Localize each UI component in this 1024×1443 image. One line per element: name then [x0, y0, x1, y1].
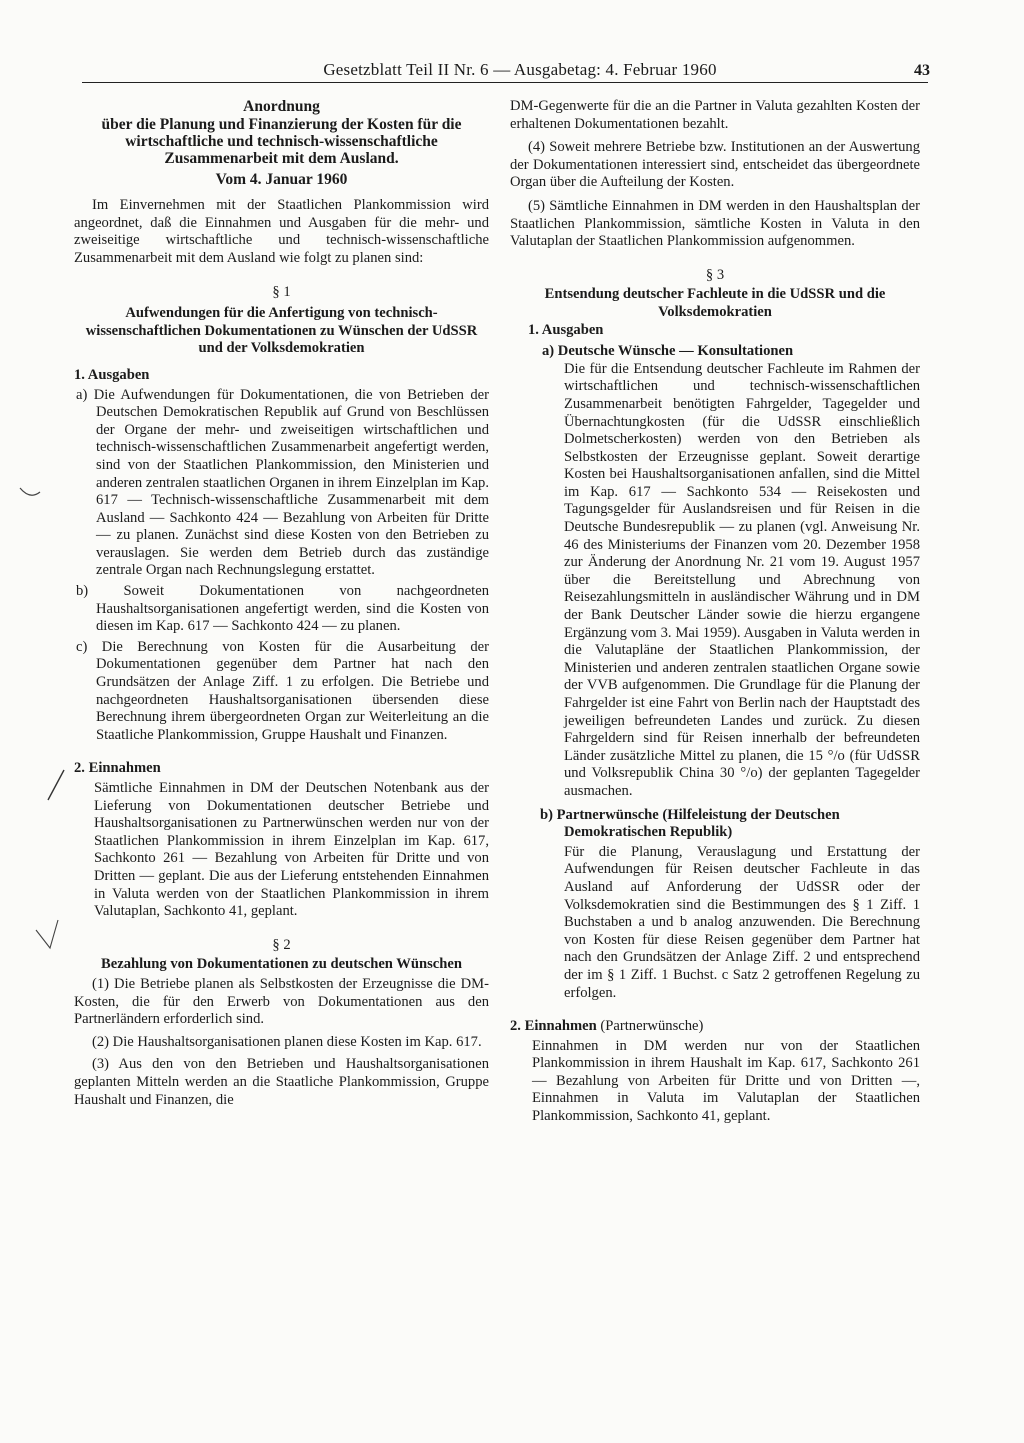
section-2-title: Bezahlung von Dokumentationen zu deutschen Wünschen	[101, 956, 462, 973]
section-3-symbol: § 3	[705, 266, 725, 283]
section-3-title: Entsendung deutscher Fachleute in die UdSSR und die Volksdemokratien	[544, 286, 886, 320]
section-1-item-1c: c) Die Berechnung von Kosten für die Ausarbeitung der Dokumentationen gegenüber dem Partner hat nach den Grundsätzen der Anlage Ziff. 1 zu erfolgen. Die Betriebe und nachgeordneten Haushaltsorganisationen übersenden diese Berechnung ihrem übergeordneten Organ zur Weiterleitung an die Staatliche Plankommission, Gruppe Haushalt und Finanzen.	[76, 638, 489, 743]
section-2-paragraph-4: (4) Soweit mehrere Betriebe bzw. Institutionen an der Auswertung der Dokumentationen interessiert sind, entscheidet das übergeordnete Organ über die Aufteilung der Kosten.	[510, 139, 920, 191]
pencil-mark-3	[36, 920, 58, 948]
page-number: 43	[914, 62, 930, 79]
section-2-paragraph-3: (3) Aus den von den Betrieben und Haushaltsorganisationen geplanten Mitteln werden an die Staatliche Plankommission, Gruppe Haushalt und Finanzen, die	[74, 1056, 489, 1108]
section-3-item-1-heading: 1. Ausgaben	[528, 321, 604, 338]
section-1-item-1b: b) Soweit Dokumentationen von nachgeordneten Haushaltsorganisationen angefertigt werden, sind die Kosten von diesen im Kap. 617 — Sachkonto 424 — zu planen.	[76, 583, 489, 635]
intro-paragraph: Im Einvernehmen mit der Staatlichen Plankommission wird angeordnet, daß die Einnahmen und Ausgaben für die mehr- und zweiseitige wirtschaftliche und technisch-wissenschaftliche Zusammenarbeit mit dem Ausland wie folgt zu planen sind:	[74, 197, 489, 266]
section-1-item-1-heading: 1. Ausgaben	[74, 366, 150, 383]
section-3-item-1a-text: Die für die Entsendung deutscher Fachleute im Rahmen der wirtschaftlichen und technisch-wissenschaftlichen Zusammenarbeit benötigten Fahrgelder, Tagegelder und Übernachtungkosten (für die UdSSR einschließlich Dolmetscherkosten) werden von den Betrieben als Selbstkosten der Erzeugnisse geplant. Soweit derartige Kosten bei Haushaltsorganisationen anfallen, sind die Mittel im Kap. 617 — Sachkonto 534 — Reisekosten und Tagungsgelder für Auslandsreisen und für Reisen in die Deutsche Bundesrepublik — zu planen (vgl. Anweisung Nr. 46 des Ministeriums der Finanzen vom 20. Dezember 1958 zur Änderung der Anordnung Nr. 21 vom 19. August 1957 über die Bereitstellung und Abrechnung von Reisezahlungsmitteln in ausländischer Währung und in DM der Bank Deutscher Länder sowie die hierzu ergangene Ergänzung vom 3. Mai 1959). Ausgaben in Valuta werden in die Valutapläne der Staatlichen Plankommission, der Ministerien und anderen zentralen staatlichen Organe sowie der VVB aufgenommen. Die Grundlage für die Planung der Fahrgelder ist eine Fahrt von Berlin nach der Hauptstadt des jeweiligen befreundeten Landes und zurück. Zu diesen Fahrgeldern sind für Reisen innerhalb der befreundeten Länder zusätzliche Mittel zu planen, die 15 °/o (für UdSSR und Volksrepublik China 30 °/o) der geplanten Tagegelder ausmachen.	[564, 360, 920, 799]
left-column	[74, 98, 489, 1109]
section-1-item-1a: a) Die Aufwendungen für Dokumentationen, die von Betrieben der Deutschen Demokratischen Republik auf Grund von Beschlüssen der Organe der mehr- und zweiseitigen wirtschaftlichen und technisch-wissenschaftlichen Zusammenarbeit angefertigt werden, sind von der Staatlichen Plankommission, den Ministerien und anderen zentralen staatlichen Organen in ihrem Einzelplan im Kap. 617 — Technisch-wissenschaftliche Zusammenarbeit mit dem Ausland — Sachkonto 424 — Bezahlung von Arbeiten für Dritte — zu planen. Zunächst sind diese Kosten von den Betrieben zu verauslagen. Sie werden dem Betrieb durch das zuständige zentrale Organ nach Rechnungslegung erstattet.	[76, 386, 489, 579]
section-2-paragraph-5: (5) Sämtliche Einnahmen in DM werden in den Haushaltsplan der Staatlichen Plankommission, sämtliche Kosten in Valuta in den Valutaplan der Staatlichen Plankommission aufgenommen.	[510, 197, 920, 250]
section-1-item-2-heading: 2. Einnahmen	[74, 760, 161, 777]
section-2-paragraph-1: (1) Die Betriebe planen als Selbstkosten der Erzeugnisse die DM-Kosten, die für den Erwerb von Dokumentationen aus den Partnerländern erforderlich sind.	[74, 975, 489, 1028]
ordinance-date: Vom 4. Januar 1960	[215, 170, 348, 188]
right-column	[510, 98, 920, 1126]
ordinance-subheading: über die Planung und Finanzierung der Kosten für die wirtschaftliche und technisch-wissenschaftliche Zusammenarbeit mit dem Ausland.	[101, 115, 462, 167]
section-2-continuation: DM-Gegenwerte für die an die Partner in Valuta gezahlten Kosten der erhaltenen Dokumentationen bezahlt.	[510, 98, 920, 132]
section-1-symbol: § 1	[272, 283, 291, 300]
section-3-item-1a-heading: a) Deutsche Wünsche — Konsultationen	[542, 343, 794, 360]
pencil-mark-1	[20, 488, 40, 495]
ordinance-heading: Anordnung	[243, 98, 320, 115]
section-3-item-2-text: Einnahmen in DM werden nur von der Staatlichen Plankommission in ihrem Haushalt im Kap. 617, Sachkonto 261 — Bezahlung von Arbeiten für Dritte und von Dritten —, Einnahmen in Valuta im Valutaplan der Staatlichen Plankommission, Sachkonto 41, geplant.	[532, 1037, 920, 1125]
section-1-item-2-text: Sämtliche Einnahmen in DM der Deutschen Notenbank aus der Lieferung von Dokumentationen deutscher Betriebe und Haushaltsorganisationen zu Partnerwünschen werden nur von der Staatlichen Plankommission in ihrem Einzelplan im Kap. 617, Sachkonto 261 — Bezahlung von Arbeiten für Dritte und von Dritten — geplant. Die aus der Lieferung entstehenden Einnahmen in Valuta werden von der Staatlichen Plankommission in ihrem Valutaplan, Sachkonto 41, geplant.	[94, 780, 489, 920]
section-3-item-1b-heading: b) Partnerwünsche (Hilfeleistung der Deutschen Demokratischen Republik)	[540, 806, 840, 841]
section-3-item-2-heading-rest: (Partnerwünsche)	[596, 1018, 704, 1035]
page-header	[80, 58, 930, 84]
section-2-symbol: § 2	[272, 936, 291, 953]
section-3-item-1b-text: Für die Planung, Verauslagung und Erstattung der Aufwendungen für Reisen deutscher Fachleute in das Ausland auf Anforderung der UdSSR oder der Volksdemokratien sind die Bestimmungen des § 1 Ziff. 1 Buchstaben a und b analog anzuwenden. Die Berechnung von Kosten für diese Reisen gegenüber dem Partner hat nach den Grundsätzen der Anlage Ziff. 2 und entsprechend der im § 1 Ziff. 1 Buchst. c Satz 2 getroffenen Regelung zu erfolgen.	[564, 843, 920, 1001]
section-1-title: Aufwendungen für die Anfertigung von technisch-wissenschaftlichen Dokumentationen zu Wünschen der UdSSR und der Volksdemokratien	[85, 305, 478, 357]
section-3-item-2-heading-bold: 2. Einnahmen	[510, 1018, 597, 1035]
section-2-paragraph-2: (2) Die Haushaltsorganisationen planen diese Kosten im Kap. 617.	[92, 1033, 482, 1050]
section-3-item-2-heading	[510, 1018, 920, 1036]
header-title: Gesetzblatt Teil II Nr. 6 — Ausgabetag: 4. Februar 1960	[323, 60, 717, 79]
pencil-mark-2	[48, 770, 64, 800]
header-rule	[82, 82, 928, 83]
